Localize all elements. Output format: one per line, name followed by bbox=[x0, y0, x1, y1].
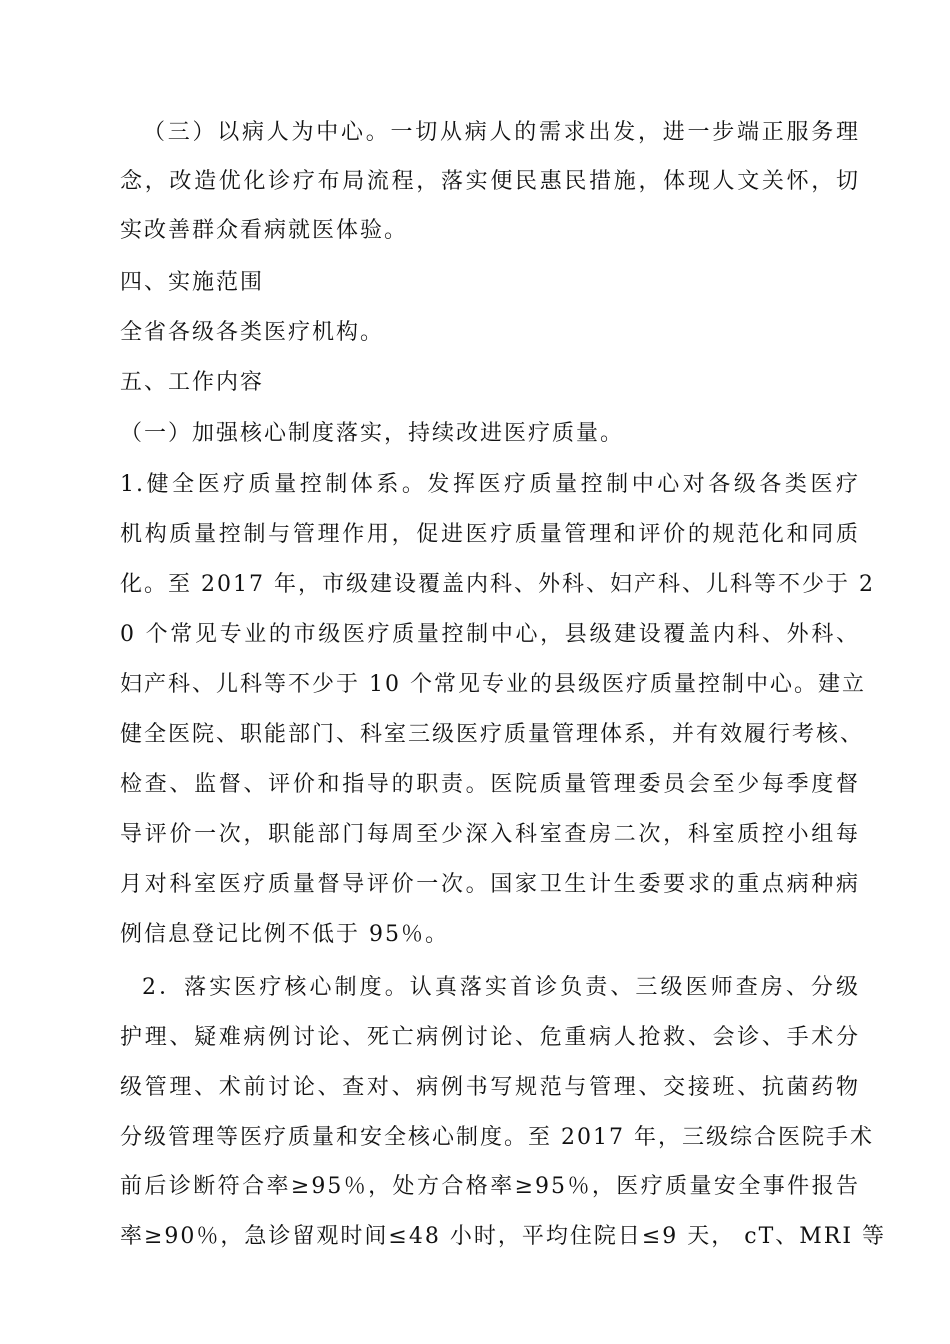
paragraph-line: 导评价一次，职能部门每周至少深入科室查房二次，科室质控小组每 bbox=[120, 822, 860, 847]
paragraph-line: 分级管理等医疗质量和安全核心制度。至 2017 年，三级综合医院手术 bbox=[120, 1125, 874, 1150]
paragraph-line: 全省各级各类医疗机构。 bbox=[120, 320, 385, 345]
section-heading: 四、实施范围 bbox=[120, 270, 265, 295]
paragraph-line: 护理、疑难病例讨论、死亡病例讨论、危重病人抢救、会诊、手术分 bbox=[120, 1025, 860, 1050]
paragraph-line: 妇产科、儿科等不少于 10 个常见专业的县级医疗质量控制中心。建立 bbox=[120, 672, 866, 697]
paragraph-line: 念，改造优化诊疗布局流程，落实便民惠民措施，体现人文关怀，切 bbox=[120, 169, 860, 194]
paragraph-line: 2．落实医疗核心制度。认真落实首诊负责、三级医师查房、分级 bbox=[142, 975, 860, 1000]
paragraph-line: 机构质量控制与管理作用，促进医疗质量管理和评价的规范化和同质 bbox=[120, 522, 860, 547]
paragraph-line: 0 个常见专业的市级医疗质量控制中心，县级建设覆盖内科、外科、 bbox=[120, 622, 860, 647]
paragraph-line: 1.健全医疗质量控制体系。发挥医疗质量控制中心对各级各类医疗 bbox=[120, 472, 860, 497]
paragraph-line: 例信息登记比例不低于 95％。 bbox=[120, 922, 449, 947]
paragraph-line: 实改善群众看病就医体验。 bbox=[120, 218, 409, 243]
paragraph-line: 前后诊断符合率≥95％，处方合格率≥95％，医疗质量安全事件报告 bbox=[120, 1174, 860, 1199]
section-heading: 五、工作内容 bbox=[120, 370, 265, 395]
subsection-heading: （一）加强核心制度落实，持续改进医疗质量。 bbox=[120, 421, 625, 446]
paragraph-line: 率≥90％，急诊留观时间≤48 小时，平均住院日≤9 天， cT、MRI 等 bbox=[120, 1224, 887, 1249]
paragraph-line: 检查、监督、评价和指导的职责。医院质量管理委员会至少每季度督 bbox=[120, 772, 860, 797]
paragraph-line: （三）以病人为中心。一切从病人的需求出发，进一步端正服务理 bbox=[143, 120, 860, 145]
paragraph-line: 化。至 2017 年，市级建设覆盖内科、外科、妇产科、儿科等不少于 2 bbox=[120, 572, 875, 597]
paragraph-line: 健全医院、职能部门、科室三级医疗质量管理体系，并有效履行考核、 bbox=[120, 722, 865, 747]
paragraph-line: 级管理、术前讨论、查对、病例书写规范与管理、交接班、抗菌药物 bbox=[120, 1075, 860, 1100]
paragraph-line: 月对科室医疗质量督导评价一次。国家卫生计生委要求的重点病种病 bbox=[120, 872, 860, 897]
